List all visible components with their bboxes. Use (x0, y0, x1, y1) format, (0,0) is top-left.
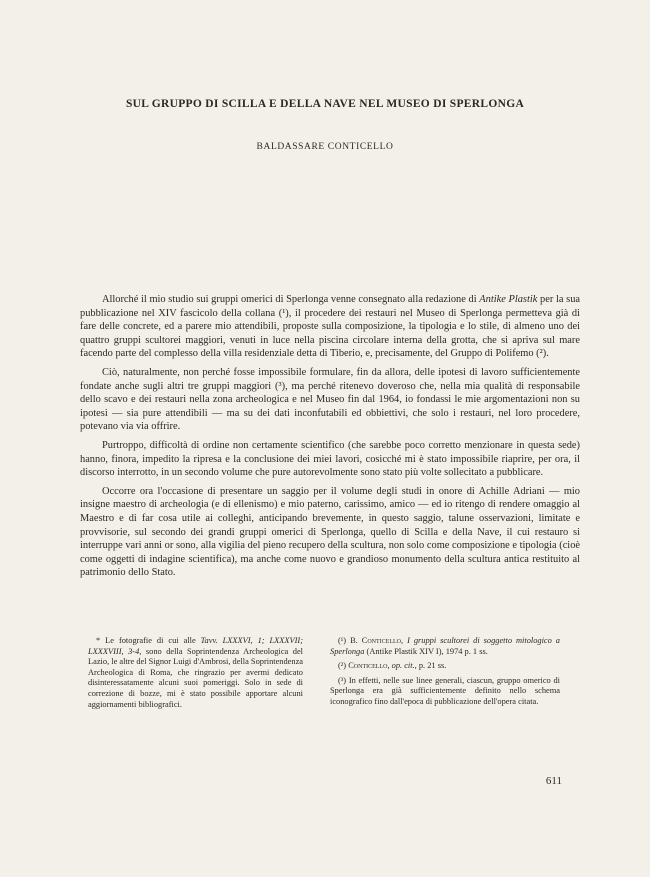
journal-title-italic: Antike Plastik (479, 294, 538, 305)
footnote-text: (Antike Plastik XIV I), 1974 p. 1 ss. (364, 646, 488, 656)
footnote-3: (³) In effetti, nelle sue linee generali, ciascun, gruppo omerico di Sperlonga era già sufficientemente definito nello schema iconografico fino dall'epoca di pubblicazione dell'opera citata. (330, 675, 560, 706)
footnote-text: sono della Soprintendenza Archeologica del Lazio, le altre del Signor Luigi d'Ambrosi, della Soprintendenza Archeologica di Roma, che ringrazio per avermi dedicato disinteressatamente alcuni suoi pomeriggi. Solo in sede di correzione di bozze, mi è stato possibile apportare alcuni aggiornamenti bibliografici. (88, 646, 304, 709)
plates-reference: Tavv. LXXXVI, 1; LXXXVII; LXXXVIII, 3-4, (88, 636, 303, 656)
body-paragraph: Occorre ora l'occasione di presentare un saggio per il volume degli studi in onore di Achille Adriani — mio insigne maestro di archeologia (e di ellenismo) e mio paterno, carissimo, amico — ed io ritengo di rendere omaggio al Maestro e di far cosa utile ai colleghi, anticipando brevemente, in questo saggio, talune osservazioni, limitate e provvisorie, sul secondo dei grandi gruppi omerici di Sperlonga, quello di Scilla e della Nave, il cui restauro si interruppe vari anni or sono, alla vigilia del pieno recupero della scultura, non solo come composizione e tipologia (cioè come oggetti di indagine scientifica), ma anche come nuovo e grandioso monumento della scultura antica restituito al patrimonio dello Stato. (80, 485, 580, 579)
footnote-number: (²) (338, 661, 349, 671)
page-number: 611 (545, 775, 562, 787)
footnotes-left (88, 636, 303, 714)
article-body (80, 293, 580, 585)
footnote-1 (330, 636, 560, 657)
paragraph-text: per la sua pubblicazione nel XIV fascicolo della collana (¹), il procedere dei restauri nel Museo di Sperlonga permetteva già di fare delle concrete, ed a parere mio attendibili, proposte sulla composizione, la tipologia e lo stile, di almeno uno dei quattro gruppi scultorei maggiori, venuti in luce nella piscina circolare interna della grotta, che si apriva sul mare facendo parte del complesso della villa residenziale detta di Tiberio, e, precisamente, del Gruppo di Polifemo (²). (80, 294, 581, 360)
footnote-text: , p. 21 ss. (414, 661, 447, 671)
article-author: BALDASSARE CONTICELLO (256, 142, 394, 152)
body-paragraph (80, 293, 580, 361)
body-paragraph: Purtroppo, difficoltà di ordine non certamente scientifico (che sarebbe poco corretto menzionare in questa sede) hanno, finora, impedito la ripresa e la conclusione dei miei lavori, cosicché mi è stato impossibile riaprire, per ora, il discorso interrotto, in un secondo volume che pure autorevolmente sono stato più volte sollecitato a pubblicare. (80, 439, 580, 479)
footnote-text: * Le fotografie di cui alle (96, 636, 201, 645)
op-cit-italic: op. cit. (391, 661, 415, 671)
footnote-separator: , (387, 661, 392, 671)
author-name: Conticello (348, 661, 388, 671)
paragraph-text: Allorché il mio studio sui gruppi omerici di Sperlonga venne consegnato alla redazione di (102, 294, 480, 305)
footnote-2 (330, 661, 560, 672)
author-name: Conticello (361, 636, 401, 645)
article-title: SUL GRUPPO DI SCILLA E DELLA NAVE NEL MUSEO DI SPERLONGA (125, 98, 525, 110)
body-paragraph: Ciò, naturalmente, non perché fosse impossibile formulare, fin da allora, delle ipotesi di lavoro sufficientemente fondate anche sugli altri tre gruppi maggiori (³), ma perché ritenevo doveroso che, nella mia qualità di responsabile dello scavo e dei restauri nella zona archeologica e nel Museo fin dal 1964, io fondassi le mie argomentazioni non su ipotesi — sia pure attendibili — ma su dei dati inconfutabili ed obbiettivi, che solo i restauri, nel loro procedere, potevano via via offrire. (80, 366, 580, 433)
footnote-separator: , (400, 636, 408, 645)
footnotes-right (330, 636, 560, 712)
book-title-italic: I gruppi scultorei di soggetto mitologico a Sperlonga (330, 636, 560, 656)
footnote-number: (¹) B. (338, 636, 362, 645)
footnote-star (88, 636, 303, 710)
